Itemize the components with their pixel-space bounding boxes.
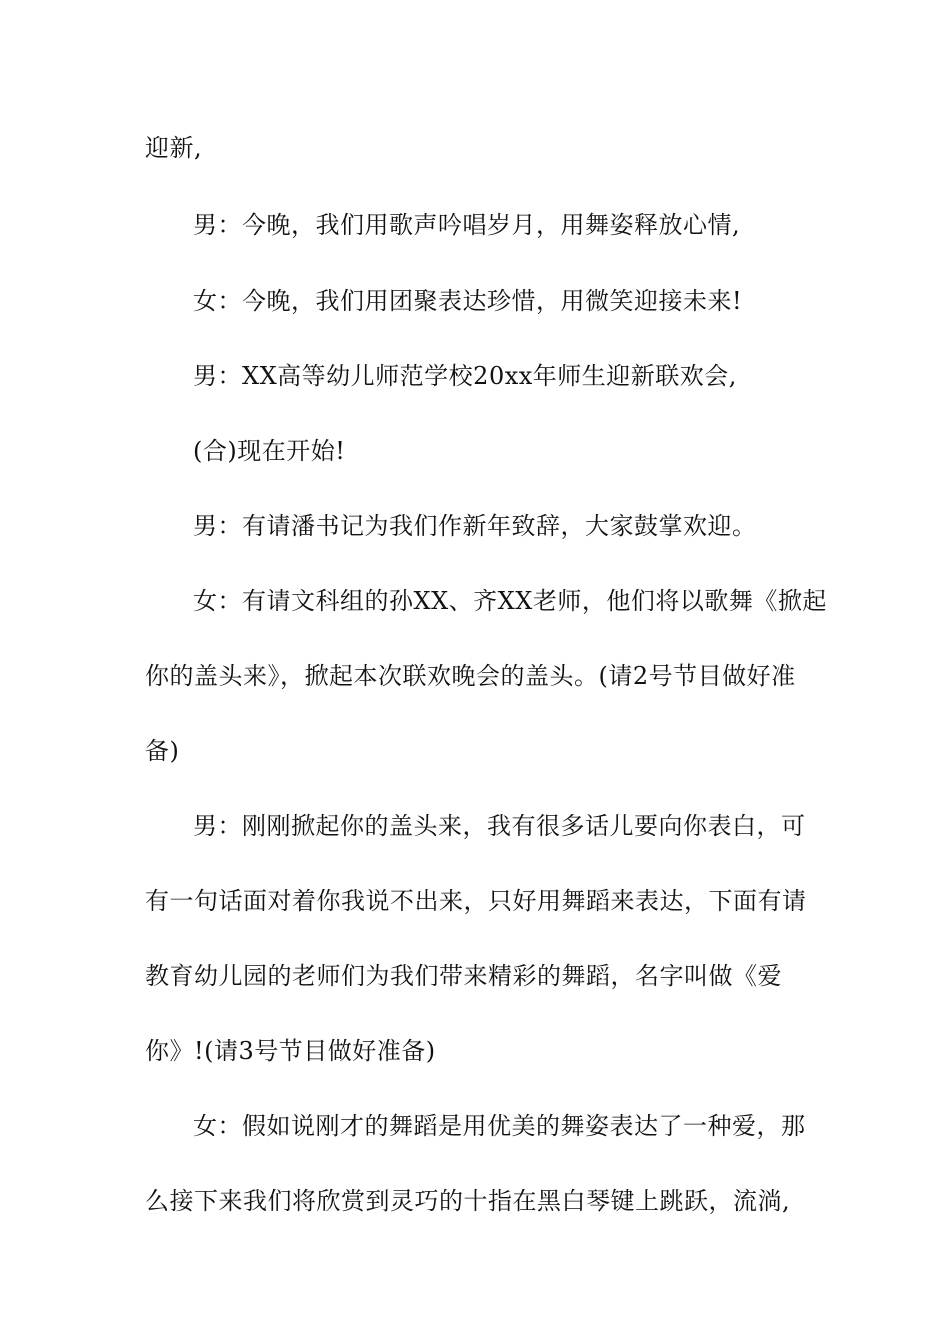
text-line-3: 女：今晚，我们用团聚表达珍惜，用微笑迎接未来! xyxy=(193,287,743,315)
text-line-14: 女：假如说刚才的舞蹈是用优美的舞姿表达了一种爱，那 xyxy=(193,1112,806,1140)
text-line-7: 女：有请文科组的孙XX、齐XX老师，他们将以歌舞《掀起 xyxy=(193,587,827,615)
text-line-6: 男：有请潘书记为我们作新年致辞，大家鼓掌欢迎。 xyxy=(193,512,757,540)
text-line-1: 迎新, xyxy=(145,134,203,162)
text-line-15: 么接下来我们将欣赏到灵巧的十指在黑白琴键上跳跃，流淌, xyxy=(145,1187,791,1215)
text-line-5: (合)现在开始! xyxy=(193,437,346,465)
text-line-4: 男：XX高等幼儿师范学校20xx年师生迎新联欢会, xyxy=(193,362,737,390)
text-line-11: 有一句话面对着你我说不出来，只好用舞蹈来表达，下面有请 xyxy=(145,887,807,915)
text-line-9: 备) xyxy=(145,737,180,765)
text-line-13: 你》!(请3号节目做好准备) xyxy=(145,1037,436,1065)
text-line-10: 男：刚刚掀起你的盖头来，我有很多话儿要向你表白，可 xyxy=(193,812,806,840)
text-line-12: 教育幼儿园的老师们为我们带来精彩的舞蹈，名字叫做《爱 xyxy=(145,962,782,990)
text-line-8: 你的盖头来》，掀起本次联欢晚会的盖头。(请2号节目做好准 xyxy=(145,662,796,690)
text-line-2: 男：今晚，我们用歌声吟唱岁月，用舞姿释放心情, xyxy=(193,211,741,239)
